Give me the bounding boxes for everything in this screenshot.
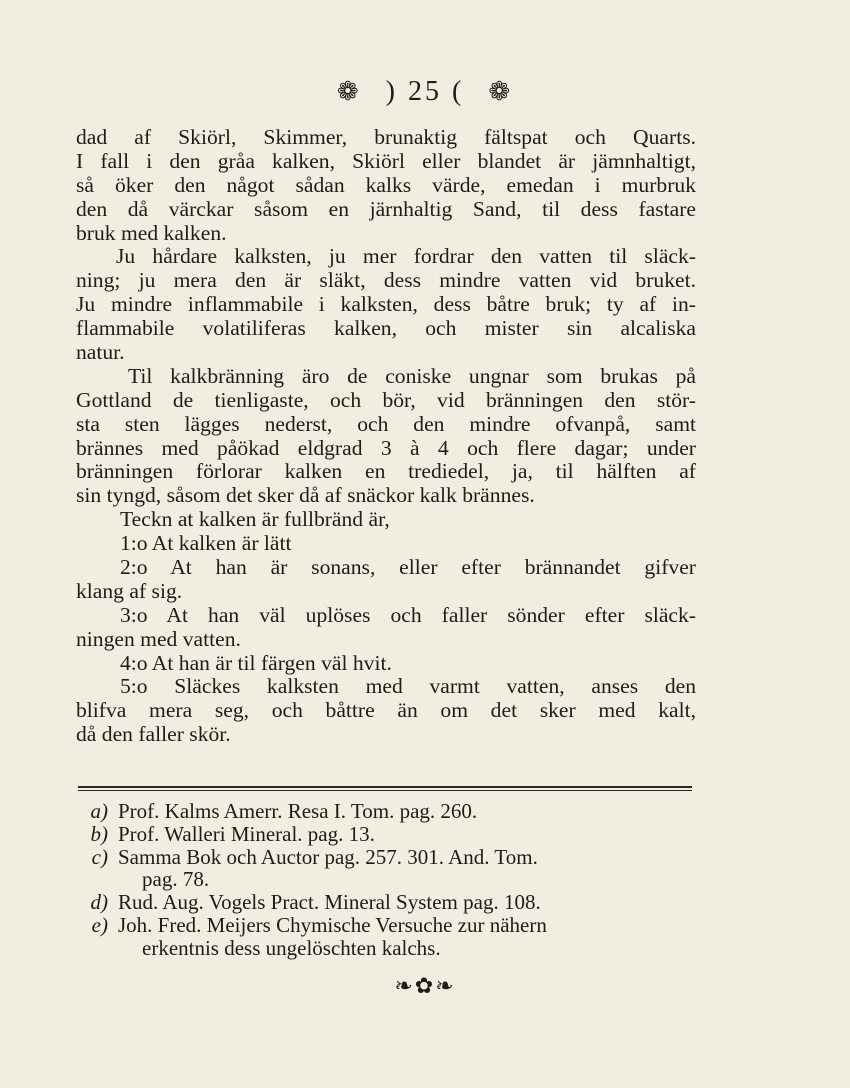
footnote-text: erkentnis dess ungelöschten kalchs. <box>142 935 441 960</box>
text-line: sta sten lägges nederst, och den mindre ofvanpå, samt <box>76 412 696 436</box>
fleuron-icon: ❧✿❧ <box>394 973 456 998</box>
text-line: 3:o At han väl uplöses och faller sönder efter släck- <box>120 603 696 627</box>
text-line: så öker den något sådan kalks värde, emedan i murbruk <box>76 173 696 197</box>
text-line: I fall i den gråa kalken, Skiörl eller blandet är jämnhaltigt, <box>76 149 696 173</box>
text-line: bruk med kalken. <box>76 221 227 245</box>
footnote-item <box>76 914 696 937</box>
footnote-item <box>76 937 696 960</box>
text-line: 4:o At han är til färgen väl hvit. <box>120 651 392 675</box>
text-line: klang af sig. <box>76 579 183 603</box>
footnote-text: pag. 78. <box>142 867 210 892</box>
footnote-item <box>76 823 696 846</box>
text-line: den då värckar såsom en järnhaltig Sand, til dess fastare <box>76 197 696 221</box>
ornament-right-icon: ❁ <box>488 77 514 106</box>
footnote-divider <box>78 786 692 791</box>
text-line: dad af Skiörl, Skimmer, brunaktig fältspat och Quarts. <box>76 126 696 149</box>
footnote-item <box>76 846 696 869</box>
text-line: Til kalkbränning äro de coniske ungnar som brukas på <box>128 364 696 388</box>
footnote-item <box>76 800 696 823</box>
footnote-mark: d) <box>90 890 108 915</box>
text-line: blifva mera seg, och båttre än om det sker med kalt, <box>76 699 696 723</box>
footnote-mark: a) <box>90 799 108 823</box>
footnote-item <box>76 891 696 914</box>
footnote-item <box>76 868 696 891</box>
text-line: ningen med vatten. <box>76 627 241 651</box>
text-line: 2:o At han är sonans, eller efter brännandet gifver <box>120 556 696 580</box>
footnote-mark: c) <box>91 844 108 869</box>
header-left-paren: ) <box>385 76 398 107</box>
text-line: sin tyngd, såsom det sker då af snäckor kalk brännes. <box>76 484 535 508</box>
footnote-mark: e) <box>91 912 108 937</box>
text-line: Ju mindre inflammabile i kalksten, dess båtre bruk; ty af in- <box>76 293 696 317</box>
text-line: Ju hårdare kalksten, ju mer fordrar den vatten til släck- <box>116 245 696 269</box>
text-line: natur. <box>76 341 125 365</box>
text-line: då den faller skör. <box>76 723 231 747</box>
footnote-text: Samma Bok och Auctor pag. 257. 301. And. Tom. <box>118 844 538 869</box>
footnote-text: Rud. Aug. Vogels Pract. Mineral System pag. 108. <box>118 890 541 915</box>
text-line: 5:o Släckes kalksten med varmt vatten, anses den <box>120 675 696 699</box>
footnote-text: Prof. Walleri Mineral. pag. 13. <box>118 821 375 846</box>
footnote-mark: b) <box>90 821 108 846</box>
page-number: 25 <box>408 76 442 107</box>
header-right-paren: ( <box>452 76 465 107</box>
text-line: bränningen förlorar kalken en trediedel, ja, til hälften af <box>76 460 696 484</box>
footnotes <box>76 800 696 960</box>
footnote-text: Prof. Kalms Amerr. Resa I. Tom. pag. 260. <box>118 799 478 823</box>
text-line: flammabile volatiliferas kalken, och mister sin alcaliska <box>76 317 696 341</box>
text-line: Gottland de tienligaste, och bör, vid bränningen den stör- <box>76 388 696 412</box>
text-line: 1:o At kalken är lätt <box>120 532 292 556</box>
page-header <box>0 76 850 108</box>
footnote-text: Joh. Fred. Meijers Chymische Versuche zur nähern <box>118 912 547 937</box>
ornament-left-icon: ❁ <box>336 77 362 106</box>
text-line: Teckn at kalken är fullbränd är, <box>120 508 390 532</box>
text-line: brännes med påökad eldgrad 3 à 4 och flere dagar; under <box>76 436 696 460</box>
text-line: ning; ju mera den är släkt, dess mindre vatten vid bruket. <box>76 269 696 293</box>
body-text <box>76 126 696 747</box>
